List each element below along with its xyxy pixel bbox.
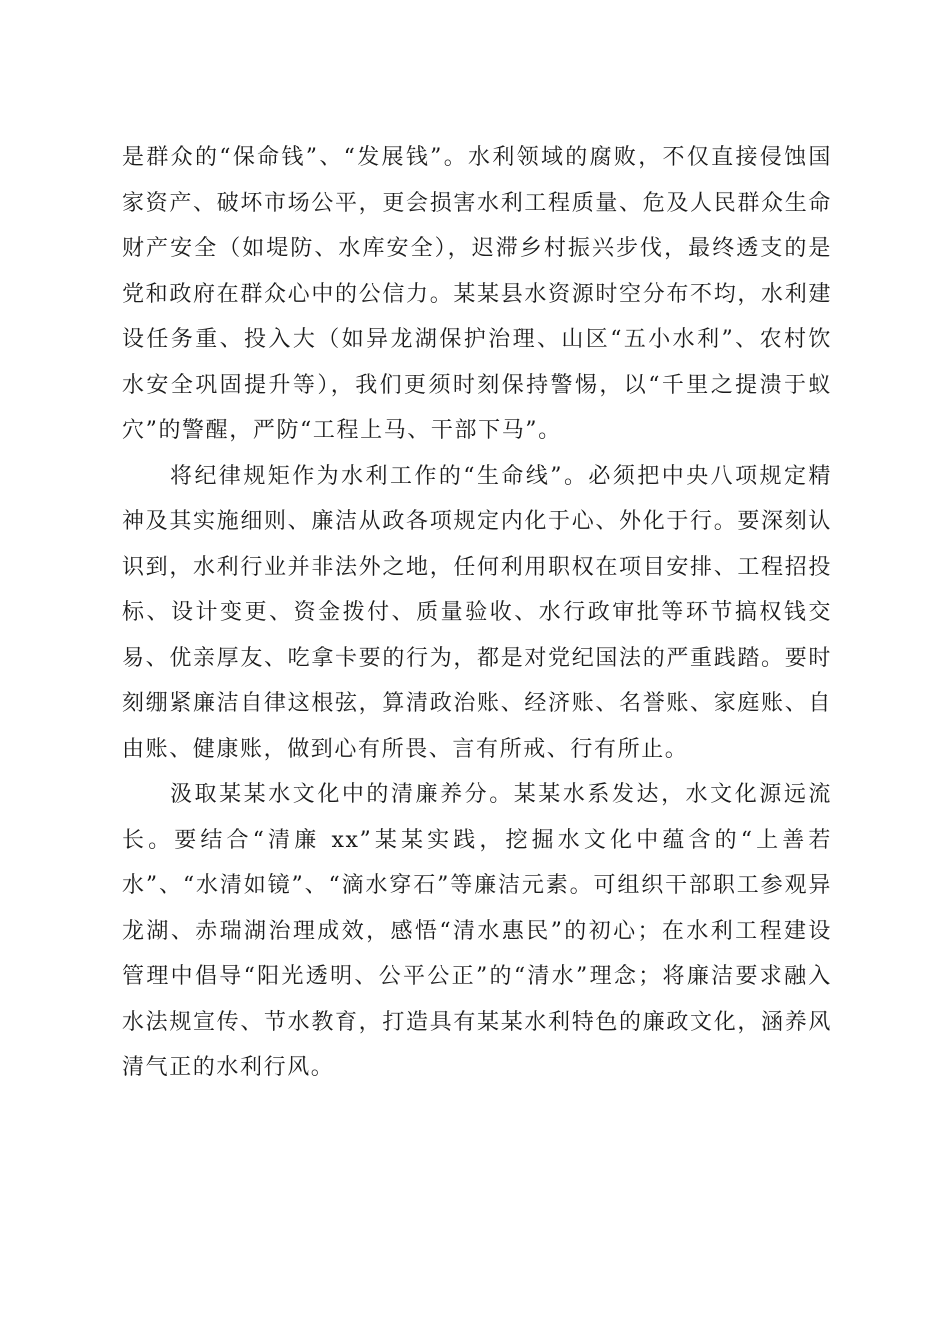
document-body <box>122 135 832 1091</box>
paragraph-3: 汲取某某水文化中的清廉养分。某某水系发达，水文化源远流长。要结合“清廉 xx”某某实践，挖掘水文化中蕴含的“上善若水”、“水清如镜”、“滴水穿石”等廉洁元素。可组织干部职工参观异龙湖、赤瑞湖治理成效，感悟“清水惠民”的初心；在水利工程建设管理中倡导“阳光透明、公平公正”的“清水”理念；将廉洁要求融入水法规宣传、节水教育，打造具有某某水利特色的廉政文化，涵养风清气正的水利行风。 <box>122 782 832 1080</box>
paragraph-1: 是群众的“保命钱”、“发展钱”。水利领域的腐败，不仅直接侵蚀国家资产、破坏市场公平，更会损害水利工程质量、危及人民群众生命财产安全（如堤防、水库安全），迟滞乡村振兴步伐，最终透支的是党和政府在群众心中的公信力。某某县水资源时空分布不均，水利建设任务重、投入大（如异龙湖保护治理、山区“五小水利”、农村饮水安全巩固提升等），我们更须时刻保持警惕，以“千里之提溃于蚁穴”的警醒，严防“工程上马、干部下马”。 <box>122 145 832 443</box>
paragraph-2: 将纪律规矩作为水利工作的“生命线”。必须把中央八项规定精神及其实施细则、廉洁从政各项规定内化于心、外化于行。要深刻认识到，水利行业并非法外之地，任何利用职权在项目安排、工程招投标、设计变更、资金拨付、质量验收、水行政审批等环节搞权钱交易、优亲厚友、吃拿卡要的行为，都是对党纪国法的严重践踏。要时刻绷紧廉洁自律这根弦，算清政治账、经济账、名誉账、家庭账、自由账、健康账，做到心有所畏、言有所戒、行有所止。 <box>122 463 832 762</box>
